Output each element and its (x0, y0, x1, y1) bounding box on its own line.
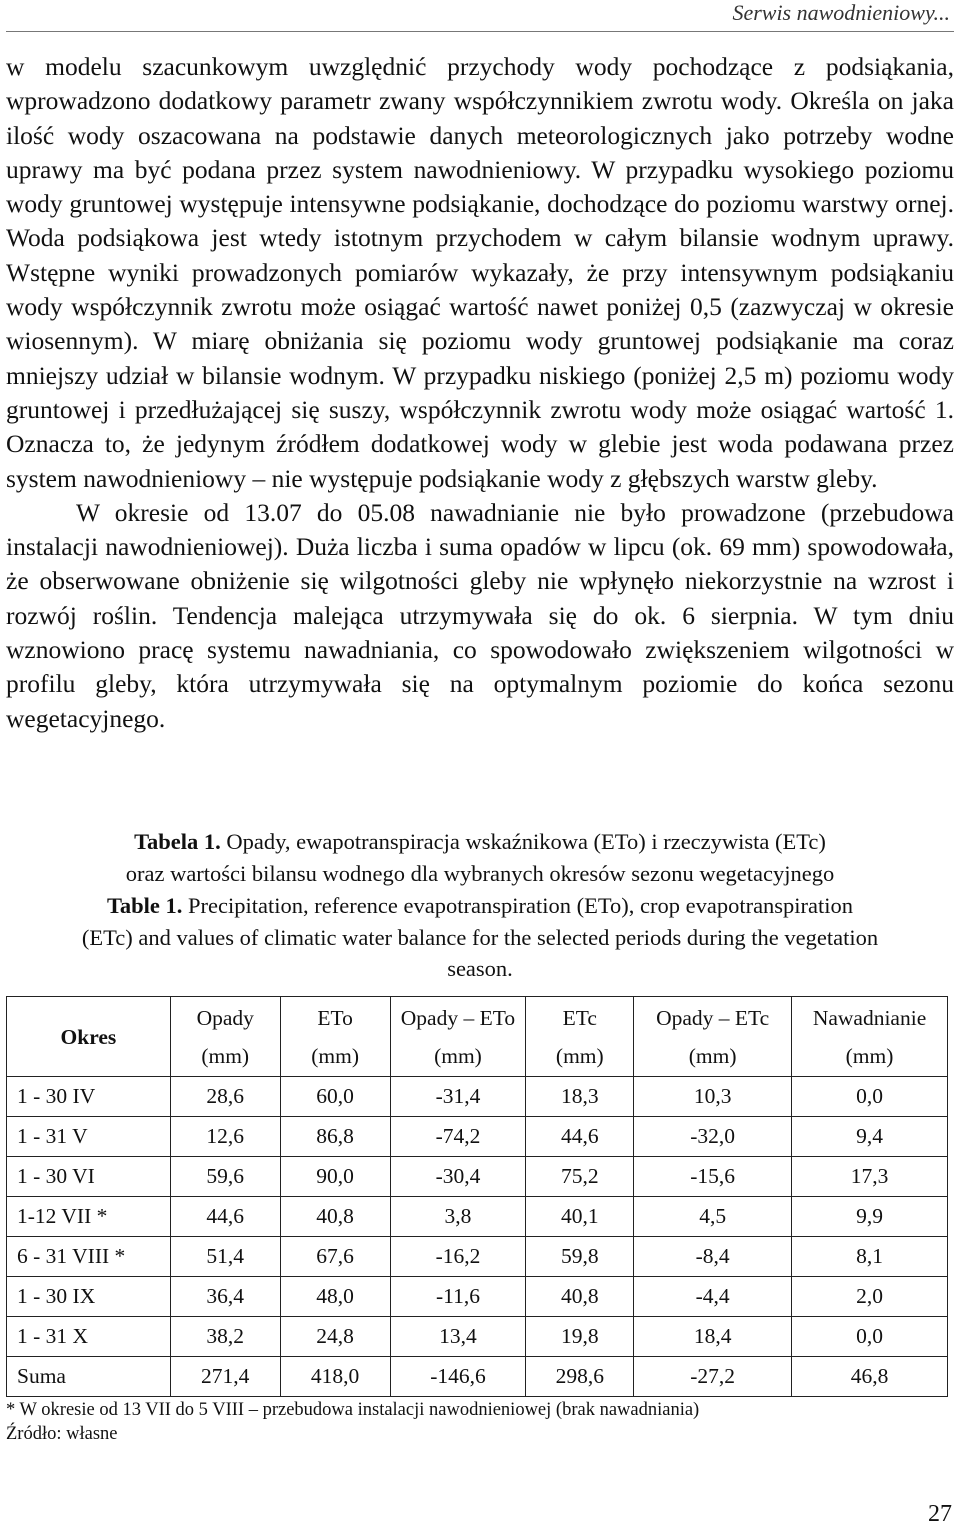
header-irrigation-label: Nawadnianie (812, 1005, 927, 1030)
cell-irrigation: 8,1 (792, 1237, 948, 1277)
body-paragraph-2: W okresie od 13.07 do 05.08 nawadnianie nie było prowadzone (przebudowa instalacji nawodnieniowej). Duża liczba i suma opadów w lipcu (ok. 69 mm) spowodowała, że obserwowane obniżenie się wilgotności gleby nie wpłynęło niekorzystnie na wzrost i rozwój roślin. Tendencja malejąca utrzymywała się do ok. 6 sierpnia. W tym dniu wznowiono pracę systemu nawadniania, co spowodowało zwiększeniem wilgotności w profilu gleby, która utrzymywała się na optymalnym poziomie do końca sezonu wegetacyjnego. (6, 497, 954, 733)
cell-eto: 67,6 (280, 1237, 390, 1277)
cell-precip: 271,4 (170, 1357, 280, 1397)
cell-precip: 36,4 (170, 1277, 280, 1317)
cell-precip: 44,6 (170, 1197, 280, 1237)
cell-eto: 40,8 (280, 1197, 390, 1237)
cell-irrigation: 46,8 (792, 1357, 948, 1397)
table-row (7, 1237, 948, 1277)
cell-period: 1 - 30 IX (7, 1277, 171, 1317)
cell-etc: 75,2 (526, 1157, 634, 1197)
header-precip-minus-etc (634, 997, 792, 1077)
header-precip-minus-etc-unit: (mm) (688, 1043, 737, 1068)
cell-precip-minus-etc: 18,4 (634, 1317, 792, 1357)
header-divider (6, 31, 954, 32)
header-etc-unit: (mm) (555, 1043, 604, 1068)
cell-eto: 86,8 (280, 1117, 390, 1157)
running-header: Serwis nawodnieniowy... (732, 0, 950, 25)
header-eto-label: ETo (317, 1005, 353, 1030)
cell-precip-minus-eto: -146,6 (390, 1357, 526, 1397)
cell-precip-minus-eto: 13,4 (390, 1317, 526, 1357)
cell-precip-minus-etc: -15,6 (634, 1157, 792, 1197)
cell-period: 1 - 31 V (7, 1117, 171, 1157)
caption-pl-line2: oraz wartości bilansu wodnego dla wybranych okresów sezonu wegetacyjnego (125, 860, 835, 886)
cell-precip-minus-etc: -32,0 (634, 1117, 792, 1157)
cell-eto: 24,8 (280, 1317, 390, 1357)
cell-precip-minus-eto: -31,4 (390, 1077, 526, 1117)
cell-etc: 19,8 (526, 1317, 634, 1357)
cell-etc: 298,6 (526, 1357, 634, 1397)
header-precip-label: Opady (196, 1005, 254, 1030)
cell-irrigation: 0,0 (792, 1077, 948, 1117)
header-eto-unit: (mm) (311, 1043, 359, 1068)
table-row (7, 1077, 948, 1117)
cell-irrigation: 9,4 (792, 1117, 948, 1157)
cell-etc: 18,3 (526, 1077, 634, 1117)
cell-etc: 44,6 (526, 1117, 634, 1157)
header-precip-unit: (mm) (201, 1043, 250, 1068)
table-caption-pl (0, 826, 960, 889)
cell-precip-minus-etc: -4,4 (634, 1277, 792, 1317)
cell-irrigation: 9,9 (792, 1197, 948, 1237)
cell-eto: 60,0 (280, 1077, 390, 1117)
water-balance-table (6, 996, 948, 1397)
header-irrigation-unit: (mm) (845, 1043, 894, 1068)
caption-en-label: Table 1. (106, 893, 183, 918)
cell-etc: 40,8 (526, 1277, 634, 1317)
cell-period: 1 - 30 IV (7, 1077, 171, 1117)
header-etc-label: ETc (562, 1005, 597, 1030)
header-precip-minus-eto-label: Opady – ETo (400, 1005, 516, 1030)
caption-pl-label: Tabela 1. (134, 829, 221, 854)
cell-precip: 51,4 (170, 1237, 280, 1277)
table-caption-en (0, 890, 960, 985)
header-irrigation (792, 997, 948, 1077)
cell-precip-minus-etc: -27,2 (634, 1357, 792, 1397)
cell-precip: 12,6 (170, 1117, 280, 1157)
header-precip (170, 997, 280, 1077)
article-body (6, 50, 954, 736)
cell-precip-minus-etc: -8,4 (634, 1237, 792, 1277)
table-footnote: * W okresie od 13 VII do 5 VIII – przebudowa instalacji nawodnieniowej (brak nawadniania) (6, 1400, 700, 1420)
cell-eto: 90,0 (280, 1157, 390, 1197)
header-precip-minus-eto (390, 997, 526, 1077)
cell-irrigation: 17,3 (792, 1157, 948, 1197)
cell-period: Suma (7, 1357, 171, 1397)
header-period: Okres (7, 997, 171, 1077)
cell-precip-minus-eto: -11,6 (390, 1277, 526, 1317)
header-etc (526, 997, 634, 1077)
table-row (7, 1277, 948, 1317)
cell-eto: 418,0 (280, 1357, 390, 1397)
cell-precip-minus-eto: -30,4 (390, 1157, 526, 1197)
cell-precip: 59,6 (170, 1157, 280, 1197)
cell-period: 1 - 31 X (7, 1317, 171, 1357)
cell-etc: 59,8 (526, 1237, 634, 1277)
table-row (7, 1157, 948, 1197)
table-row-total (7, 1357, 948, 1397)
header-precip-minus-etc-label: Opady – ETc (656, 1005, 770, 1030)
cell-precip-minus-eto: 3,8 (390, 1197, 526, 1237)
caption-en-line2: (ETc) and values of climatic water balance for the selected periods during the vegetation (81, 924, 879, 950)
cell-period: 1 - 30 VI (7, 1157, 171, 1197)
cell-irrigation: 2,0 (792, 1277, 948, 1317)
cell-period: 6 - 31 VIII * (7, 1237, 171, 1277)
caption-pl-line1: Opady, ewapotranspiracja wskaźnikowa (ETo) i rzeczywista (ETc) (220, 829, 826, 854)
table-header-row (7, 997, 948, 1077)
cell-precip-minus-etc: 4,5 (634, 1197, 792, 1237)
cell-irrigation: 0,0 (792, 1317, 948, 1357)
cell-precip: 28,6 (170, 1077, 280, 1117)
cell-etc: 40,1 (526, 1197, 634, 1237)
cell-period: 1-12 VII * (7, 1197, 171, 1237)
cell-precip: 38,2 (170, 1317, 280, 1357)
body-paragraph-1: w modelu szacunkowym uwzględnić przychody wody pochodzące z podsiąkania, wprowadzono dodatkowy parametr zwany współczynnikiem zwrotu wody. Określa on jaka ilość wody oszacowana na podstawie danych meteorologicznych jako potrzeby wodne uprawy ma być podana przez system nawodnieniowy. W przypadku wysokiego poziomu wody gruntowej występuje intensywne podsiąkanie, dochodzące do poziomu warstwy ornej. Woda podsiąkowa jest wtedy istotnym przychodem w całym bilansie wodnym uprawy. Wstępne wyniki prowadzonych pomiarów wykazały, że przy intensywnym podsiąkaniu wody współczynnik zwrotu może osiągać wartość nawet poniżej 0,5 (zazwyczaj w okresie wiosennym). W miarę obniżania się poziomu wody gruntowej podsiąkanie ma coraz mniejszy udział w bilansie wodnym. W przypadku niskiego (poniżej 2,5 m) poziomu wody gruntowej i przedłużającej się suszy, współczynnik zwrotu wody może osiągać wartość 1. Oznacza to, że jedynym źródłem dodatkowej wody w glebie jest woda podawana przez system nawodnieniowy – nie występuje podsiąkanie wody z głębszych warstw gleby. (6, 52, 954, 493)
cell-eto: 48,0 (280, 1277, 390, 1317)
cell-precip-minus-eto: -16,2 (390, 1237, 526, 1277)
table-row (7, 1197, 948, 1237)
header-eto (280, 997, 390, 1077)
page-number: 27 (928, 1501, 952, 1527)
header-precip-minus-eto-unit: (mm) (434, 1043, 482, 1068)
caption-en-line3: season. (447, 956, 513, 981)
table-row (7, 1117, 948, 1157)
table-row (7, 1317, 948, 1357)
cell-precip-minus-eto: -74,2 (390, 1117, 526, 1157)
table-source: Źródło: własne (6, 1424, 118, 1444)
caption-en-line1: Precipitation, reference evapotranspiration (ETo), crop evapotranspiration (182, 893, 854, 918)
cell-precip-minus-etc: 10,3 (634, 1077, 792, 1117)
